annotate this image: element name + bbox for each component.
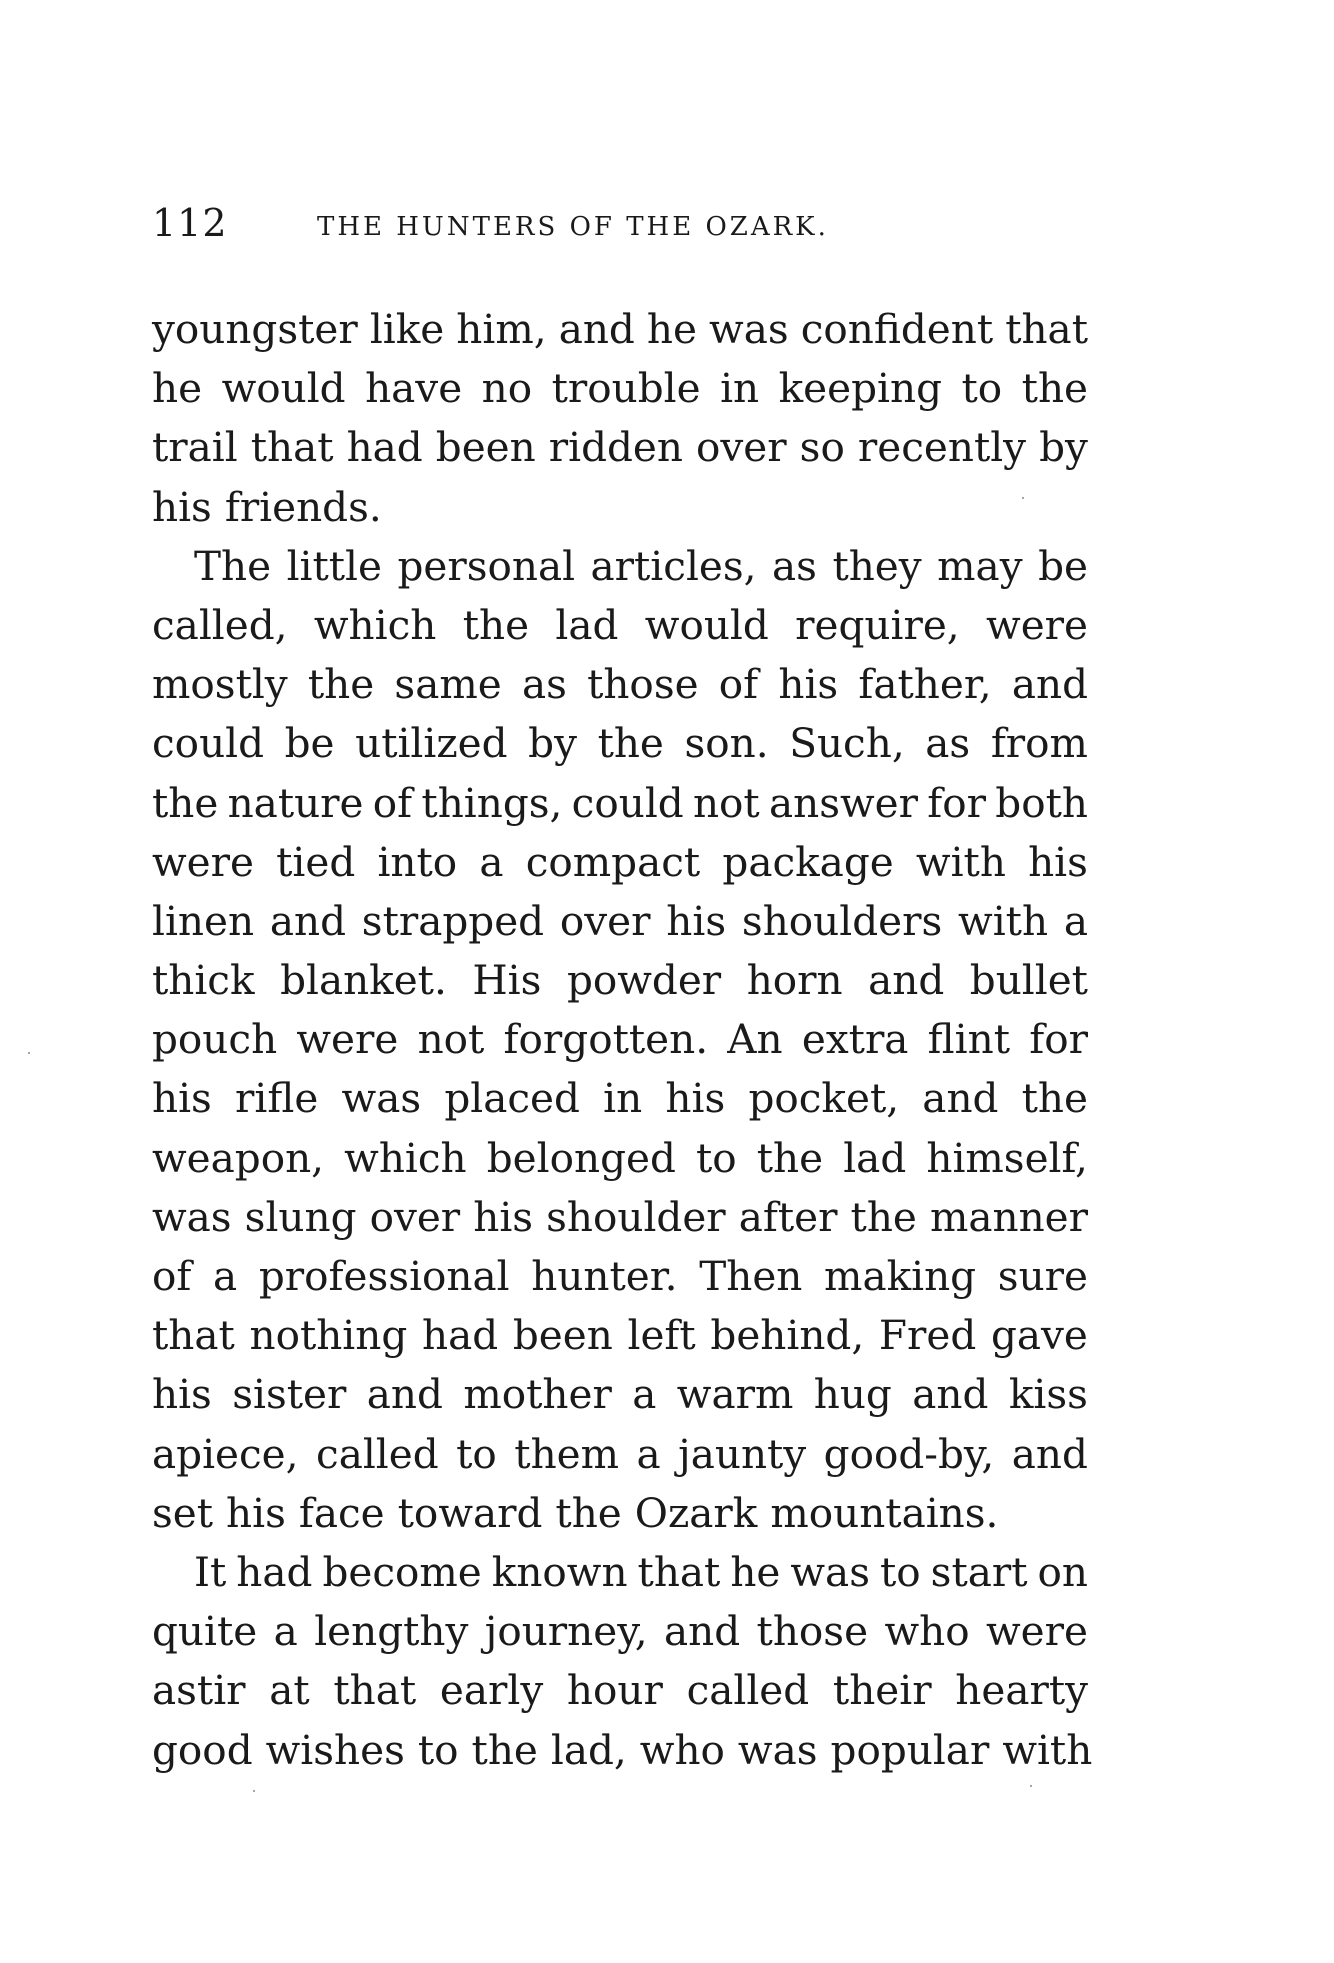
word: Fred: [878, 1311, 977, 1360]
word: were: [986, 1607, 1088, 1656]
word: nothing: [249, 1311, 408, 1360]
word: would: [644, 600, 769, 649]
word: who: [639, 1725, 725, 1774]
text-line: [152, 892, 1088, 951]
word: son.: [684, 719, 769, 768]
text-line: [152, 1306, 1088, 1365]
word: professional: [258, 1252, 510, 1300]
text-line: [152, 1484, 1088, 1543]
word: a: [479, 837, 504, 886]
word: called,: [152, 600, 288, 649]
word: was: [709, 305, 789, 353]
word: tied: [276, 837, 356, 886]
word: blanket.: [280, 956, 447, 1005]
word: were: [986, 600, 1088, 649]
word: require,: [795, 600, 960, 649]
word: Then: [699, 1252, 803, 1300]
word: which: [344, 1133, 467, 1182]
word: the: [850, 1192, 917, 1241]
word: manner: [929, 1192, 1088, 1241]
word: with: [1002, 1725, 1093, 1774]
word: and: [1011, 660, 1088, 709]
word: the: [307, 660, 375, 709]
word: could: [152, 719, 265, 768]
text-line: [152, 1602, 1088, 1661]
word: wishes: [265, 1725, 405, 1774]
word: over: [559, 896, 651, 945]
word: not: [417, 1015, 485, 1064]
word: which: [313, 600, 437, 649]
word: could: [571, 778, 684, 827]
word: lad: [843, 1133, 907, 1182]
text-line: [152, 833, 1088, 892]
word: had: [421, 1311, 499, 1360]
word: ridden: [548, 423, 683, 472]
word: recently: [857, 423, 1027, 472]
word: horn: [746, 956, 843, 1005]
text-line: [152, 655, 1088, 714]
word: mother: [463, 1370, 612, 1419]
word: the: [1021, 1074, 1088, 1123]
word: good-by,: [823, 1429, 995, 1478]
word: he: [730, 1547, 781, 1596]
word: he: [646, 305, 697, 353]
word: sister: [232, 1370, 347, 1419]
word: that: [333, 1666, 417, 1715]
word: An: [727, 1015, 783, 1064]
word: been: [435, 423, 536, 472]
word: by: [528, 719, 577, 768]
word: and: [922, 1074, 999, 1123]
word: It: [194, 1547, 227, 1596]
word: were: [152, 837, 254, 886]
word: gave: [990, 1311, 1088, 1360]
text-line: [152, 359, 1088, 418]
word: behind,: [710, 1311, 865, 1360]
word: his: [226, 1488, 286, 1537]
word: his: [666, 896, 727, 945]
word: apiece,: [152, 1429, 299, 1478]
word: and: [558, 305, 635, 353]
word: keeping: [778, 364, 942, 413]
word: and: [868, 956, 945, 1005]
text-line: [152, 1543, 1088, 1602]
word: compact: [525, 837, 701, 886]
word: a: [213, 1252, 238, 1300]
word: Such,: [789, 719, 905, 768]
word: articles,: [590, 541, 757, 590]
word: sure: [997, 1252, 1088, 1300]
text-line: [152, 1069, 1088, 1128]
word: to: [417, 1725, 459, 1774]
text-line: [152, 1247, 1088, 1306]
word: of: [372, 778, 413, 827]
word: his: [473, 1192, 534, 1241]
text-line: [152, 951, 1088, 1010]
word: over: [369, 1192, 461, 1241]
word: in: [720, 364, 760, 413]
word: the: [152, 778, 219, 827]
word: in: [603, 1074, 643, 1123]
word: into: [377, 837, 458, 886]
word: after: [738, 1192, 838, 1241]
word: that: [637, 1547, 721, 1596]
word: the: [597, 719, 664, 768]
text-line: [152, 714, 1088, 773]
word: to: [696, 1133, 737, 1182]
word: of: [718, 660, 759, 709]
word: lad: [555, 600, 619, 649]
word: may: [937, 541, 1023, 590]
word: pocket,: [748, 1074, 900, 1123]
word: set: [152, 1488, 214, 1537]
word: the: [555, 1488, 622, 1537]
print-speck: [1022, 497, 1024, 499]
word: had: [236, 1547, 313, 1596]
word: face: [298, 1488, 385, 1537]
word: and: [663, 1607, 741, 1656]
word: was: [341, 1074, 422, 1123]
paragraph: [152, 1543, 1093, 1780]
word: youngster: [152, 305, 358, 353]
word: hearty: [955, 1666, 1088, 1715]
word: left: [627, 1311, 696, 1360]
word: so: [799, 423, 845, 472]
word: known: [491, 1547, 628, 1596]
word: as: [772, 541, 817, 590]
word: package: [722, 837, 894, 886]
word: become: [322, 1547, 482, 1596]
word: lengthy: [314, 1607, 469, 1656]
word: to: [456, 1429, 497, 1478]
word: to: [961, 364, 1003, 413]
word: his: [152, 1074, 212, 1123]
word: little: [286, 541, 382, 590]
word: shoulders: [741, 896, 943, 945]
word: on: [1037, 1547, 1088, 1596]
word: be: [1038, 541, 1088, 590]
word: rifle: [235, 1074, 319, 1123]
word: Ozark: [634, 1488, 758, 1537]
word: belonged: [486, 1133, 676, 1182]
word: was: [737, 1725, 818, 1774]
word: His: [472, 956, 542, 1005]
word: thick: [152, 956, 255, 1005]
word: with: [915, 837, 1006, 886]
book-title: THE HUNTERS OF THE OZARK.: [317, 212, 829, 242]
word: hour: [566, 1666, 663, 1715]
word: for: [927, 778, 986, 827]
word: and: [912, 1370, 989, 1419]
word: as: [521, 660, 567, 709]
word: bullet: [969, 956, 1088, 1005]
word: hunter.: [531, 1252, 678, 1300]
word: and: [366, 1370, 443, 1419]
word: making: [824, 1252, 977, 1300]
word: toward: [397, 1488, 543, 1537]
text-line: [152, 1010, 1088, 1069]
word: personal: [397, 541, 576, 590]
word: start: [930, 1547, 1028, 1596]
word: would: [221, 364, 346, 413]
word: the: [471, 1725, 538, 1774]
word: that: [1005, 305, 1088, 353]
word: a: [273, 1607, 298, 1656]
word: been: [512, 1311, 613, 1360]
word: flint: [927, 1015, 1010, 1064]
word: quite: [152, 1607, 258, 1656]
word: father,: [858, 660, 992, 709]
word: from: [990, 719, 1088, 768]
text-line: [152, 418, 1088, 477]
word: like: [369, 305, 445, 353]
text-line: [152, 1721, 1093, 1780]
paragraph: [152, 300, 1088, 537]
word: them: [514, 1429, 620, 1478]
word: answer: [768, 778, 918, 827]
word: by: [1039, 423, 1088, 472]
text-line: [152, 596, 1088, 655]
word: confident: [800, 305, 994, 353]
word: journey,: [484, 1607, 648, 1656]
print-speck: [1030, 1785, 1032, 1787]
word: his: [778, 660, 839, 709]
print-speck: [28, 1052, 30, 1054]
word: hug: [813, 1370, 892, 1419]
word: and: [1011, 1429, 1088, 1478]
text-line: [152, 1425, 1088, 1484]
word: weapon,: [152, 1133, 325, 1182]
word: his: [152, 482, 212, 531]
word: The: [194, 541, 272, 590]
word: with: [958, 896, 1049, 945]
word: powder: [566, 956, 722, 1005]
word: trouble: [551, 364, 701, 413]
word: for: [1029, 1015, 1088, 1064]
word: mountains.: [770, 1488, 999, 1537]
word: his: [665, 1074, 726, 1123]
word: as: [925, 719, 971, 768]
text-line: [152, 1188, 1088, 1247]
word: same: [394, 660, 502, 709]
paragraph: [152, 537, 1088, 1543]
word: good: [152, 1725, 253, 1774]
word: warm: [676, 1370, 794, 1419]
word: him,: [456, 305, 547, 353]
text-line: [152, 774, 1088, 833]
word: the: [1021, 364, 1088, 413]
text-line: [152, 537, 1088, 596]
word: a: [1063, 896, 1088, 945]
word: friends.: [224, 482, 382, 531]
word: his: [1028, 837, 1088, 886]
word: extra: [801, 1015, 909, 1064]
word: slung: [244, 1192, 357, 1241]
word: they: [832, 541, 922, 590]
page-number: 112: [152, 201, 228, 245]
word: lad,: [550, 1725, 627, 1774]
word: over: [696, 423, 787, 472]
word: early: [439, 1666, 544, 1715]
word: the: [756, 1133, 824, 1182]
text-line: [152, 1129, 1088, 1188]
word: was: [790, 1547, 870, 1596]
word: mostly: [152, 660, 288, 709]
word: jaunty: [678, 1429, 807, 1478]
word: that: [250, 423, 334, 472]
word: to: [880, 1547, 921, 1596]
word: both: [995, 778, 1088, 827]
word: forgotten.: [503, 1015, 709, 1064]
word: kiss: [1008, 1370, 1088, 1419]
word: at: [269, 1666, 310, 1715]
word: no: [481, 364, 533, 413]
word: that: [152, 1311, 235, 1360]
word: shoulder: [546, 1192, 726, 1241]
word: and: [269, 896, 346, 945]
word: a: [632, 1370, 657, 1419]
word: astir: [152, 1666, 246, 1715]
word: was: [152, 1192, 232, 1241]
word: trail: [152, 423, 238, 472]
text-line: [152, 1365, 1088, 1424]
word: of: [152, 1252, 192, 1300]
word: a: [636, 1429, 661, 1478]
word: called: [316, 1429, 439, 1478]
word: himself,: [926, 1133, 1088, 1182]
running-head: [152, 198, 1088, 248]
text-body: [152, 300, 1093, 1780]
word: placed: [444, 1074, 580, 1123]
word: nature: [227, 778, 364, 827]
text-line: [152, 1661, 1088, 1720]
word: be: [284, 719, 335, 768]
word: his: [152, 1370, 212, 1419]
word: strapped: [361, 896, 545, 945]
print-speck: [253, 1790, 255, 1792]
word: those: [756, 1607, 869, 1656]
word: have: [365, 364, 463, 413]
text-line: [152, 478, 1088, 537]
word: popular: [830, 1725, 990, 1774]
word: not: [692, 778, 760, 827]
word: those: [587, 660, 699, 709]
word: utilized: [355, 719, 508, 768]
word: linen: [152, 896, 255, 945]
word: the: [462, 600, 530, 649]
word: had: [346, 423, 423, 472]
word: their: [832, 1666, 932, 1715]
word: he: [152, 364, 203, 413]
word: pouch: [152, 1015, 278, 1064]
text-line: [152, 300, 1088, 359]
word: things,: [421, 778, 563, 827]
word: were: [296, 1015, 399, 1064]
word: called: [686, 1666, 810, 1715]
word: who: [884, 1607, 970, 1656]
